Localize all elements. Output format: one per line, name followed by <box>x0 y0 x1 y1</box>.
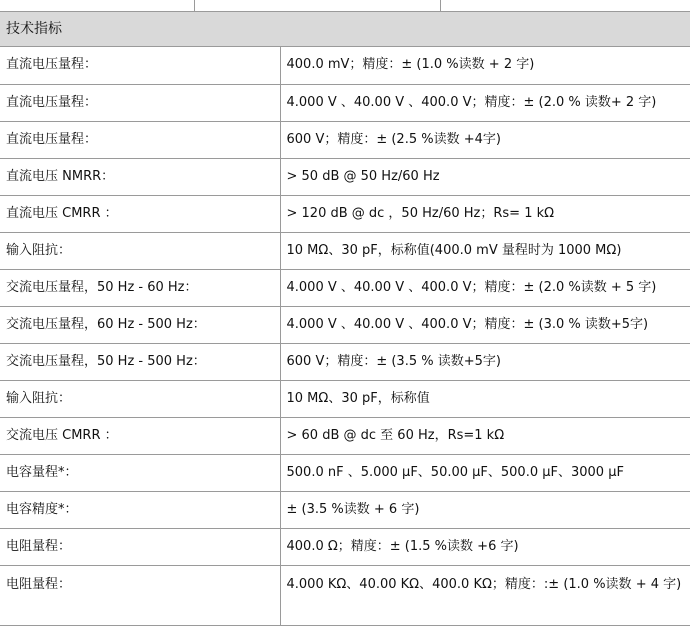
spec-label: 输入阻抗： <box>0 380 280 417</box>
spec-label: 电容量程*： <box>0 454 280 491</box>
spec-value: 500.0 nF 、5.000 μF、50.00 μF、500.0 μF、3000 μF <box>280 454 690 491</box>
spec-value: ± (3.5 %读数 + 6 字) <box>280 491 690 528</box>
table-row <box>0 84 690 121</box>
spec-value: 600 V；精度：± (2.5 %读数 +4字) <box>280 121 690 158</box>
spec-label: 电阻量程： <box>0 528 280 565</box>
section-title: 技术指标 <box>0 12 690 47</box>
table-row <box>0 306 690 343</box>
spec-value: > 60 dB @ dc 至 60 Hz，Rs=1 kΩ <box>280 417 690 454</box>
spec-value: > 120 dB @ dc ，50 Hz/60 Hz；Rs= 1 kΩ <box>280 195 690 232</box>
spec-label: 直流电压 CMRR ： <box>0 195 280 232</box>
table-row <box>0 158 690 195</box>
table-row <box>0 121 690 158</box>
spec-label: 直流电压量程： <box>0 47 280 84</box>
column-divider <box>440 0 441 12</box>
spec-label: 输入阻抗： <box>0 232 280 269</box>
spec-value: 400.0 mV；精度：± (1.0 %读数 + 2 字) <box>280 47 690 84</box>
table-row <box>0 269 690 306</box>
table-row <box>0 454 690 491</box>
spec-value: 10 MΩ、30 pF，标称值(400.0 mV 量程时为 1000 MΩ) <box>280 232 690 269</box>
spec-value: > 50 dB @ 50 Hz/60 Hz <box>280 158 690 195</box>
table-row <box>0 195 690 232</box>
table-row <box>0 47 690 84</box>
spec-label: 直流电压量程： <box>0 84 280 121</box>
spec-value: 400.0 Ω；精度：± (1.5 %读数 +6 字) <box>280 528 690 565</box>
spec-label: 交流电压量程，60 Hz - 500 Hz： <box>0 306 280 343</box>
column-divider <box>194 0 195 12</box>
spec-label: 电容精度*： <box>0 491 280 528</box>
spec-table <box>0 47 690 626</box>
table-row <box>0 491 690 528</box>
spec-label: 直流电压量程： <box>0 121 280 158</box>
spec-value: 4.000 V 、40.00 V 、400.0 V；精度：± (2.0 % 读数+ 2 字) <box>280 84 690 121</box>
table-row <box>0 528 690 565</box>
table-row <box>0 343 690 380</box>
table-row <box>0 232 690 269</box>
table-row <box>0 565 690 625</box>
spec-label: 交流电压量程，50 Hz - 60 Hz： <box>0 269 280 306</box>
table-row <box>0 417 690 454</box>
spec-value: 4.000 V 、40.00 V 、400.0 V；精度：± (3.0 % 读数+5字) <box>280 306 690 343</box>
spec-label: 直流电压 NMRR： <box>0 158 280 195</box>
spec-label: 电阻量程： <box>0 565 280 625</box>
previous-table-edge <box>0 0 690 12</box>
spec-value: 4.000 KΩ、40.00 KΩ、400.0 KΩ；精度：:± (1.0 %读数 + 4 字) <box>280 565 690 625</box>
spec-label: 交流电压 CMRR ： <box>0 417 280 454</box>
spec-value: 600 V；精度：± (3.5 % 读数+5字) <box>280 343 690 380</box>
spec-value: 10 MΩ、30 pF，标称值 <box>280 380 690 417</box>
spec-label: 交流电压量程，50 Hz - 500 Hz： <box>0 343 280 380</box>
table-row <box>0 380 690 417</box>
spec-value: 4.000 V 、40.00 V 、400.0 V；精度：± (2.0 %读数 + 5 字) <box>280 269 690 306</box>
